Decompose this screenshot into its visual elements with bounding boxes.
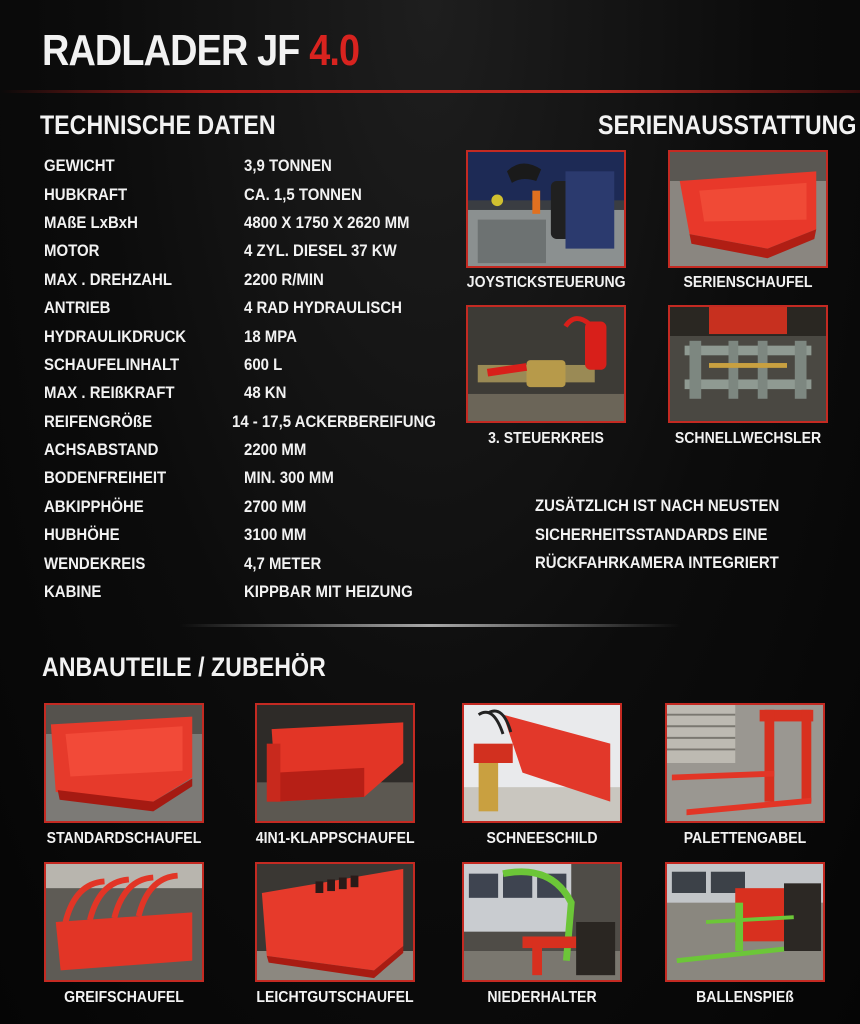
attachment-caption: GREIFSCHAUFEL	[64, 989, 184, 1006]
spec-row	[44, 237, 464, 265]
spec-label: HUBKRAFT	[44, 184, 128, 204]
pallet-fork-photo	[665, 703, 825, 823]
note-line: RÜCKFAHRKAMERA INTEGRIERT	[535, 553, 779, 572]
hold-down-clamp-photo	[462, 862, 622, 982]
quick-coupler-photo	[668, 305, 828, 423]
title-accent: 4.0	[309, 26, 360, 75]
spec-row	[44, 294, 464, 322]
spec-row	[44, 436, 464, 464]
spec-value: 2200 R/MIN	[244, 269, 324, 289]
note-line: ZUSÄTZLICH IST NACH NEUSTEN	[535, 496, 780, 515]
spec-value: MIN. 300 MM	[244, 468, 334, 488]
spec-value: KIPPBAR MIT HEIZUNG	[244, 582, 413, 602]
spec-label: ACHSABSTAND	[44, 440, 159, 460]
camera-note	[535, 492, 799, 578]
spec-row	[44, 578, 464, 606]
grab-bucket-photo	[44, 862, 204, 982]
spec-value: 48 KN	[244, 383, 287, 403]
attachment-caption: NIEDERHALTER	[487, 989, 597, 1006]
attachment-caption: PALETTENGABEL	[683, 830, 807, 847]
spec-label: ABKIPPHÖHE	[44, 496, 144, 516]
standard-caption: SCHNELLWECHSLER	[674, 430, 822, 447]
spec-row	[44, 322, 464, 350]
hydraulic-valve-photo	[466, 305, 626, 423]
spec-row	[44, 493, 464, 521]
spec-label: MAßE LxBxH	[44, 212, 138, 232]
spec-value: 4,7 METER	[244, 553, 322, 573]
standard-bucket-photo	[44, 703, 204, 823]
spec-label: BODENFREIHEIT	[44, 468, 167, 488]
attachment-caption: 4IN1-KLAPPSCHAUFEL	[255, 830, 415, 847]
spec-row	[44, 180, 464, 208]
spec-value: 4 ZYL. DIESEL 37 KW	[244, 241, 397, 261]
spec-label: SCHAUFELINHALT	[44, 354, 180, 374]
joystick-photo	[466, 150, 626, 268]
section-divider	[180, 624, 680, 627]
spec-value: 4 RAD HYDRAULISCH	[244, 298, 402, 318]
standard-caption: JOYSTICKSTEUERUNG	[466, 274, 626, 291]
spec-value: 2200 MM	[244, 440, 307, 460]
spec-label: MOTOR	[44, 241, 100, 261]
spec-value: 3100 MM	[244, 525, 307, 545]
attachment-caption: BALLENSPIEß	[696, 989, 794, 1006]
spec-label: HUBHÖHE	[44, 525, 120, 545]
attachment-caption: SCHNEESCHILD	[486, 830, 598, 847]
spec-table	[44, 152, 464, 606]
attachments-heading: ANBAUTEILE / ZUBEHÖR	[42, 652, 326, 682]
spec-value: 18 MPA	[244, 326, 297, 346]
spec-label: MAX . REIßKRAFT	[44, 383, 175, 403]
spec-row	[44, 464, 464, 492]
spec-value: 3,9 TONNEN	[244, 156, 332, 176]
standard-caption: SERIENSCHAUFEL	[683, 274, 813, 291]
attachment-caption: LEICHTGUTSCHAUFEL	[256, 989, 414, 1006]
spec-value: 2700 MM	[244, 496, 307, 516]
title-main: RADLADER JF	[42, 26, 300, 75]
bale-spear-photo	[665, 862, 825, 982]
light-material-bucket-photo	[255, 862, 415, 982]
standard-heading: SERIENAUSSTATTUNG	[598, 110, 857, 140]
spec-value: 4800 X 1750 X 2620 MM	[244, 212, 410, 232]
spec-value: 600 L	[244, 354, 283, 374]
spec-label: MAX . DREHZAHL	[44, 269, 172, 289]
page-title	[42, 26, 359, 76]
spec-label: ANTRIEB	[44, 298, 111, 318]
spec-row	[44, 521, 464, 549]
snow-blade-photo	[462, 703, 622, 823]
spec-label: HYDRAULIKDRUCK	[44, 326, 187, 346]
spec-label: REIFENGRÖßE	[44, 411, 153, 431]
standard-caption: 3. STEUERKREIS	[488, 430, 604, 447]
attachment-caption: STANDARDSCHAUFEL	[46, 830, 202, 847]
spec-label: KABINE	[44, 582, 102, 602]
spec-row	[44, 266, 464, 294]
spec-row	[44, 152, 464, 180]
note-line: SICHERHEITSSTANDARDS EINE	[535, 524, 768, 544]
header-divider	[0, 90, 860, 93]
spec-row	[44, 549, 464, 577]
spec-label: WENDEKREIS	[44, 553, 146, 573]
spec-row	[44, 209, 464, 237]
spec-label: GEWICHT	[44, 156, 115, 176]
tech-heading: TECHNISCHE DATEN	[40, 110, 276, 140]
spec-row	[44, 408, 464, 436]
spec-row	[44, 379, 464, 407]
spec-value: 14 - 17,5 ACKERBEREIFUNG	[232, 411, 437, 431]
spec-value: CA. 1,5 TONNEN	[244, 184, 362, 204]
4in1-bucket-photo	[255, 703, 415, 823]
spec-row	[44, 351, 464, 379]
bucket-photo	[668, 150, 828, 268]
